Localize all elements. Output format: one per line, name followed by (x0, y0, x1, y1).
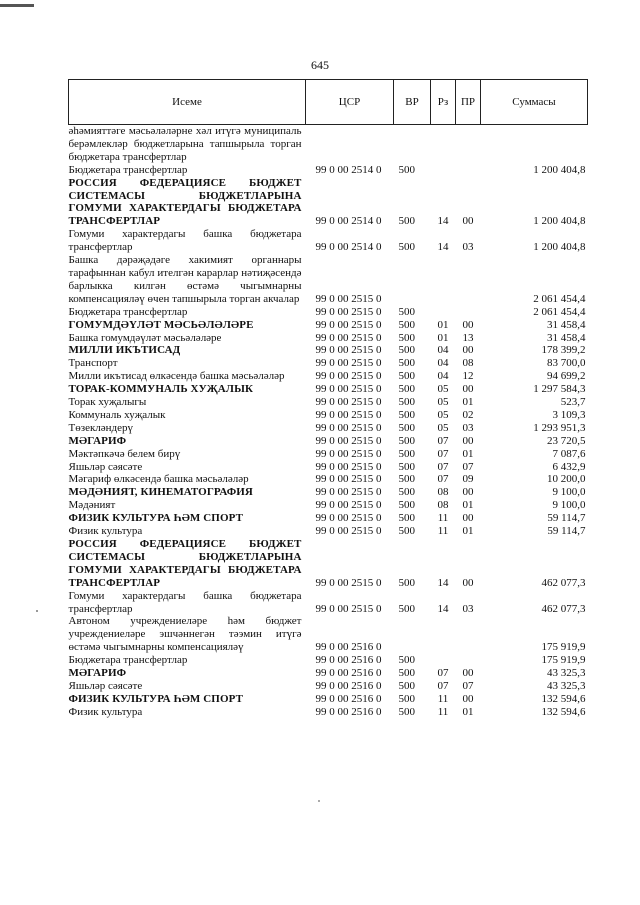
table-row (69, 693, 588, 706)
cell-rz: 04 (437, 370, 449, 383)
cell-rz: 01 (437, 318, 449, 331)
table-row (69, 422, 588, 435)
cell-csr: 99 0 00 2516 0 (315, 667, 382, 680)
cell-name: Физик культура (68, 525, 143, 538)
cell-csr: 99 0 00 2515 0 (315, 331, 382, 344)
cell-pr: 01 (462, 705, 474, 718)
table-row (69, 448, 588, 461)
cell-sum: 462 077,3 (541, 576, 586, 589)
cell-vr: 500 (398, 499, 415, 512)
cell-rz: 05 (437, 408, 449, 421)
cell-rz: 11 (437, 692, 449, 705)
cell-pr (456, 615, 481, 654)
cell-vr: 500 (398, 667, 415, 680)
cell-name: Яшьләр сәясәте (68, 679, 143, 692)
table-row (69, 538, 588, 590)
cell-name: Башка дәрәҗәдәге хакимият органнары тарафыннан кабул ителгән карарлар нәтиҗәсендә барлыкка килгән өстәмә чыгымнарны компенсацияләү өчен тапшырыла торган акчалар (68, 254, 302, 305)
cell-name: Мәгариф өлкәсендә башка мәсьәләләр (68, 473, 249, 486)
cell-vr: 500 (398, 525, 415, 538)
cell-sum: 178 399,2 (541, 344, 586, 357)
cell-pr (456, 306, 481, 319)
cell-sum: 10 200,0 (547, 473, 586, 486)
cell-vr: 500 (398, 447, 415, 460)
table-row (69, 512, 588, 525)
cell-name: Мәктәпкәчә белем бирү (68, 447, 181, 460)
cell-pr: 01 (462, 499, 474, 512)
column-header-vr: ВР (394, 80, 431, 125)
cell-pr: 00 (462, 486, 474, 499)
cell-name: Бюджетара трансфертлар (68, 654, 188, 667)
cell-sum: 175 919,9 (541, 654, 586, 667)
cell-name: МИЛЛИ ИКЪТИСАД (68, 344, 181, 357)
cell-name: Башка гомумдәүләт мәсьәләләре (68, 331, 222, 344)
scan-speck (318, 800, 320, 802)
cell-vr: 500 (398, 434, 415, 447)
cell-rz (431, 654, 456, 667)
table-row (69, 177, 588, 229)
table-row (69, 125, 588, 164)
cell-csr: 99 0 00 2515 0 (315, 344, 382, 357)
cell-vr: 500 (398, 305, 415, 318)
cell-sum: 7 087,6 (552, 447, 586, 460)
table-row (69, 344, 588, 357)
cell-vr: 500 (398, 654, 415, 667)
cell-sum: 94 699,2 (547, 370, 586, 383)
cell-vr: 500 (398, 215, 415, 228)
table-header (69, 80, 588, 125)
cell-vr: 500 (398, 486, 415, 499)
cell-sum: 1 293 951,3 (533, 421, 586, 434)
cell-sum: 2 061 454,4 (533, 305, 586, 318)
cell-sum: 59 114,7 (547, 525, 586, 538)
cell-name: Гомуми характердагы башка бюджетара трансфертлар (68, 228, 302, 254)
cell-vr: 500 (398, 370, 415, 383)
cell-rz: 05 (437, 421, 449, 434)
cell-pr: 09 (462, 473, 474, 486)
cell-csr: 99 0 00 2515 0 (315, 499, 382, 512)
cell-pr: 00 (462, 512, 474, 525)
cell-name: Бюджетара трансфертлар (68, 305, 188, 318)
cell-pr: 01 (462, 396, 474, 409)
cell-rz: 07 (437, 679, 449, 692)
cell-name: РОССИЯ ФЕДЕРАЦИЯСЕ БЮДЖЕТ СИСТЕМАСЫ БЮДЖЕТЛАРЫНА ГОМУМИ ХАРАКТЕРДАГЫ БЮДЖЕТАРА ТРАНСФЕРТЛАР (68, 176, 302, 228)
cell-pr: 00 (462, 576, 474, 589)
cell-sum: 3 109,3 (552, 408, 586, 421)
cell-sum: 1 200 404,8 (533, 241, 586, 254)
cell-rz: 11 (437, 525, 449, 538)
cell-csr: 99 0 00 2515 0 (315, 318, 382, 331)
cell-csr: 99 0 00 2515 0 (315, 447, 382, 460)
cell-name: МӘГАРИФ (68, 434, 127, 447)
cell-name: Транспорт (68, 357, 118, 370)
table-row (69, 396, 588, 409)
budget-table-grid (68, 79, 588, 719)
cell-rz: 14 (437, 602, 449, 615)
cell-rz (431, 254, 456, 306)
cell-sum: 9 100,0 (552, 486, 586, 499)
cell-csr: 99 0 00 2515 0 (315, 396, 382, 409)
cell-name: ГОМУМДӘҮЛӘТ МӘСЬӘЛӘЛӘРЕ (68, 318, 254, 331)
cell-csr: 99 0 00 2515 0 (315, 473, 382, 486)
cell-vr: 500 (398, 460, 415, 473)
cell-name: Торак хуҗалыгы (68, 396, 147, 409)
cell-vr: 500 (398, 512, 415, 525)
cell-pr: 00 (462, 344, 474, 357)
table-row (69, 409, 588, 422)
table-row (69, 654, 588, 667)
cell-sum: 31 458,4 (547, 331, 586, 344)
table-row (69, 319, 588, 332)
column-header-csr: ЦСР (306, 80, 394, 125)
table-body (69, 125, 588, 719)
cell-vr: 500 (398, 679, 415, 692)
cell-vr: 500 (398, 331, 415, 344)
cell-pr: 12 (462, 370, 474, 383)
cell-pr (456, 164, 481, 177)
cell-csr: 99 0 00 2515 0 (315, 512, 382, 525)
cell-csr: 99 0 00 2515 0 (315, 383, 382, 396)
cell-csr: 99 0 00 2515 0 (315, 460, 382, 473)
cell-rz (431, 615, 456, 654)
cell-csr: 99 0 00 2516 0 (315, 654, 382, 667)
cell-sum (481, 125, 588, 164)
cell-name: Яшьләр сәясәте (68, 460, 143, 473)
cell-csr: 99 0 00 2514 0 (315, 163, 382, 176)
column-header-name: Исеме (69, 80, 306, 125)
table-row (69, 461, 588, 474)
cell-pr: 03 (462, 241, 474, 254)
cell-pr: 03 (462, 602, 474, 615)
cell-pr: 01 (462, 525, 474, 538)
cell-csr: 99 0 00 2514 0 (315, 241, 382, 254)
cell-sum: 43 325,3 (547, 667, 586, 680)
cell-vr: 500 (398, 602, 415, 615)
cell-rz (431, 125, 456, 164)
cell-pr: 13 (462, 331, 474, 344)
cell-csr: 99 0 00 2515 0 (315, 576, 382, 589)
cell-csr (306, 125, 394, 164)
cell-vr: 500 (398, 692, 415, 705)
table-row (69, 228, 588, 254)
cell-vr: 500 (398, 318, 415, 331)
table-row (69, 164, 588, 177)
cell-sum: 1 200 404,8 (533, 163, 586, 176)
table-row (69, 357, 588, 370)
cell-name: Бюджетара трансфертлар (68, 163, 188, 176)
cell-rz: 11 (437, 705, 449, 718)
cell-csr: 99 0 00 2515 0 (315, 408, 382, 421)
table-row (69, 473, 588, 486)
cell-name: ФИЗИК КУЛЬТУРА ҺӘМ СПОРТ (68, 512, 244, 525)
cell-sum: 132 594,6 (541, 692, 586, 705)
cell-pr: 00 (462, 215, 474, 228)
cell-csr: 99 0 00 2515 0 (315, 305, 382, 318)
cell-sum: 175 919,9 (541, 641, 586, 654)
cell-csr: 99 0 00 2515 0 (315, 486, 382, 499)
table-row (69, 254, 588, 306)
cell-sum: 132 594,6 (541, 705, 586, 718)
cell-rz: 14 (437, 241, 449, 254)
cell-vr: 500 (398, 241, 415, 254)
table-row (69, 486, 588, 499)
cell-sum: 31 458,4 (547, 318, 586, 331)
cell-csr: 99 0 00 2515 0 (315, 525, 382, 538)
table-row (69, 525, 588, 538)
cell-rz: 14 (437, 576, 449, 589)
cell-name: ФИЗИК КУЛЬТУРА ҺӘМ СПОРТ (68, 692, 244, 705)
cell-pr (456, 254, 481, 306)
cell-rz: 08 (437, 486, 449, 499)
cell-csr: 99 0 00 2516 0 (315, 641, 382, 654)
cell-pr: 01 (462, 447, 474, 460)
cell-name: Мәдәният (68, 499, 116, 512)
cell-name: МӘДӘНИЯТ, КИНЕМАТОГРАФИЯ (68, 486, 253, 499)
cell-sum: 523,7 (560, 396, 586, 409)
cell-rz: 07 (437, 447, 449, 460)
cell-rz: 07 (437, 667, 449, 680)
cell-rz: 07 (437, 473, 449, 486)
cell-pr: 07 (462, 679, 474, 692)
cell-sum: 59 114,7 (547, 512, 586, 525)
cell-name: әһәмияттәге мәсьәләләрне хәл итүгә муниципаль берәмлекләр бюджетларына тапшырыла торган бюджетара трансфертлар (68, 125, 302, 163)
cell-csr: 99 0 00 2515 0 (315, 357, 382, 370)
cell-vr (394, 125, 431, 164)
cell-pr: 00 (462, 692, 474, 705)
cell-vr (394, 615, 431, 654)
cell-pr: 00 (462, 318, 474, 331)
cell-vr: 500 (398, 705, 415, 718)
cell-rz (431, 164, 456, 177)
table-row (69, 706, 588, 719)
cell-csr: 99 0 00 2516 0 (315, 705, 382, 718)
cell-csr: 99 0 00 2515 0 (315, 370, 382, 383)
cell-pr: 00 (462, 667, 474, 680)
table-row (69, 590, 588, 616)
cell-rz: 04 (437, 357, 449, 370)
cell-rz (431, 306, 456, 319)
column-header-sum: Суммасы (481, 80, 588, 125)
cell-sum: 1 297 584,3 (533, 383, 586, 396)
table-row (69, 667, 588, 680)
table-row (69, 615, 588, 654)
page-number: 645 (311, 58, 329, 72)
cell-sum: 2 061 454,4 (533, 292, 586, 305)
cell-rz: 05 (437, 383, 449, 396)
cell-rz: 08 (437, 499, 449, 512)
cell-rz: 07 (437, 434, 449, 447)
table-row (69, 499, 588, 512)
cell-rz: 05 (437, 396, 449, 409)
cell-csr: 99 0 00 2515 0 (315, 602, 382, 615)
cell-vr: 500 (398, 473, 415, 486)
cell-vr: 500 (398, 408, 415, 421)
cell-csr: 99 0 00 2516 0 (315, 679, 382, 692)
cell-csr: 99 0 00 2516 0 (315, 692, 382, 705)
cell-name: Автоном учреждениеләре һәм бюджет учреждениеләре эшчәннегән тәэмин итүгә өстәмә чыгымнарны компенсацияләү (68, 615, 302, 654)
cell-sum: 9 100,0 (552, 499, 586, 512)
cell-vr: 500 (398, 576, 415, 589)
table-row (69, 680, 588, 693)
scan-corner-mark (0, 4, 34, 7)
cell-pr: 02 (462, 408, 474, 421)
cell-name: МӘГАРИФ (68, 667, 127, 680)
cell-name: ТОРАК-КОММУНАЛЬ ХУҖАЛЫК (68, 383, 254, 396)
cell-csr: 99 0 00 2515 0 (315, 421, 382, 434)
cell-pr: 03 (462, 421, 474, 434)
cell-sum: 462 077,3 (541, 602, 586, 615)
cell-csr: 99 0 00 2514 0 (315, 215, 382, 228)
scan-speck (36, 610, 38, 612)
cell-sum: 1 200 404,8 (533, 215, 586, 228)
cell-pr (456, 125, 481, 164)
cell-vr: 500 (398, 163, 415, 176)
cell-vr (394, 254, 431, 306)
cell-sum: 83 700,0 (547, 357, 586, 370)
cell-vr: 500 (398, 421, 415, 434)
cell-pr (456, 654, 481, 667)
cell-vr: 500 (398, 383, 415, 396)
cell-name: РОССИЯ ФЕДЕРАЦИЯСЕ БЮДЖЕТ СИСТЕМАСЫ БЮДЖЕТЛАРЫНА ГОМУМИ ХАРАКТЕРДАГЫ БЮДЖЕТАРА ТРАНСФЕРТЛАР (68, 538, 302, 589)
budget-table (68, 79, 588, 719)
table-row (69, 332, 588, 345)
cell-sum: 6 432,9 (552, 460, 586, 473)
cell-pr: 07 (462, 460, 474, 473)
cell-csr: 99 0 00 2515 0 (315, 292, 382, 305)
cell-rz: 04 (437, 344, 449, 357)
table-row (69, 435, 588, 448)
cell-name: Физик культура (68, 705, 143, 718)
cell-name: Гомуми характердагы башка бюджетара трансфертлар (68, 589, 302, 615)
cell-name: Милли икътисад өлкәсендә башка мәсьәләләр (68, 370, 285, 383)
cell-vr: 500 (398, 396, 415, 409)
table-row (69, 383, 588, 396)
cell-vr: 500 (398, 357, 415, 370)
cell-rz: 11 (437, 512, 449, 525)
cell-pr: 00 (462, 383, 474, 396)
cell-sum: 43 325,3 (547, 679, 586, 692)
column-header-pr: ПР (456, 80, 481, 125)
table-row (69, 306, 588, 319)
cell-vr: 500 (398, 344, 415, 357)
cell-name: Коммуналь хуҗалык (68, 408, 166, 421)
cell-pr: 00 (462, 434, 474, 447)
cell-csr: 99 0 00 2515 0 (315, 434, 382, 447)
cell-rz: 07 (437, 460, 449, 473)
column-header-rz: Рз (431, 80, 456, 125)
table-row (69, 370, 588, 383)
cell-rz: 14 (437, 215, 449, 228)
cell-sum: 23 720,5 (547, 434, 586, 447)
cell-rz: 01 (437, 331, 449, 344)
cell-name: Төзекләндерү (68, 421, 134, 434)
cell-pr: 08 (462, 357, 474, 370)
